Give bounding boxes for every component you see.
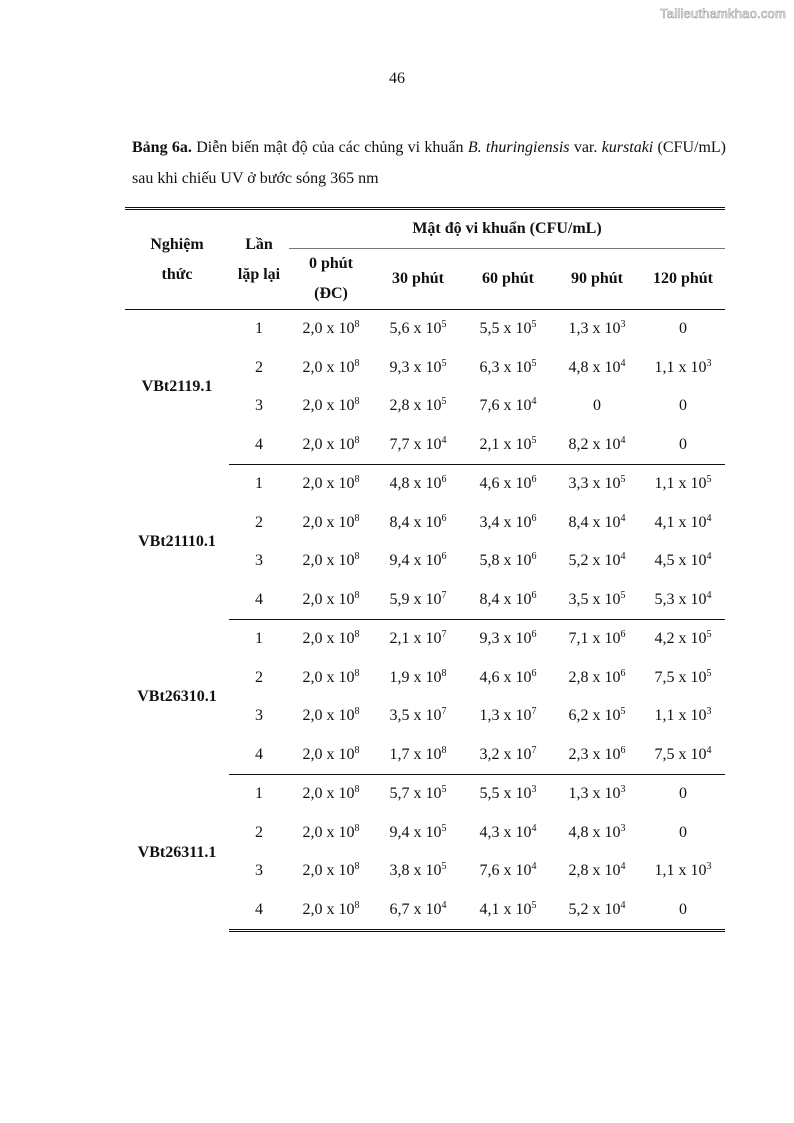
density-value: 8,2 x 10 bbox=[568, 435, 621, 453]
density-cell bbox=[641, 852, 725, 891]
density-cell bbox=[373, 775, 463, 814]
density-exponent: 6 bbox=[531, 629, 537, 641]
density-cell bbox=[289, 775, 373, 814]
page-number: 46 bbox=[389, 70, 405, 87]
density-value: 2,0 x 10 bbox=[302, 590, 355, 608]
density-cell bbox=[553, 775, 641, 814]
replicate-cell: 3 bbox=[255, 552, 263, 570]
density-cell bbox=[641, 349, 725, 388]
density-value: 0 bbox=[679, 785, 687, 803]
density-exponent: 5 bbox=[531, 434, 537, 446]
header-time: 30 phút bbox=[373, 249, 463, 310]
density-exponent: 4 bbox=[620, 899, 626, 911]
density-exponent: 8 bbox=[441, 667, 447, 679]
density-exponent: 5 bbox=[441, 784, 447, 796]
density-exponent: 6 bbox=[441, 474, 447, 486]
header-time: 120 phút bbox=[641, 249, 725, 310]
density-exponent: 3 bbox=[620, 822, 626, 834]
density-exponent: 6 bbox=[620, 629, 626, 641]
replicate-cell: 3 bbox=[255, 862, 263, 880]
density-value: 0 bbox=[679, 900, 687, 918]
density-cell bbox=[373, 465, 463, 504]
density-value: 5,2 x 10 bbox=[568, 552, 621, 570]
density-cell bbox=[289, 310, 373, 349]
density-exponent: 5 bbox=[441, 822, 447, 834]
table-row bbox=[125, 775, 725, 814]
density-exponent: 6 bbox=[531, 512, 537, 524]
density-value: 2,0 x 10 bbox=[302, 513, 355, 531]
density-exponent: 3 bbox=[531, 784, 537, 796]
density-exponent: 6 bbox=[531, 551, 537, 563]
density-cell bbox=[553, 504, 641, 543]
density-exponent: 6 bbox=[620, 667, 626, 679]
density-value: 1,1 x 10 bbox=[654, 475, 707, 493]
header-time: 0 phút (ĐC) bbox=[289, 249, 373, 310]
density-cell bbox=[289, 465, 373, 504]
density-cell bbox=[553, 697, 641, 736]
density-exponent: 4 bbox=[706, 551, 712, 563]
density-cell bbox=[373, 310, 463, 349]
density-cell bbox=[463, 581, 553, 620]
density-exponent: 4 bbox=[620, 512, 626, 524]
density-exponent: 8 bbox=[354, 822, 360, 834]
density-exponent: 8 bbox=[354, 629, 360, 641]
treatment-cell: VBt26310.1 bbox=[137, 688, 217, 705]
density-cell bbox=[373, 852, 463, 891]
density-value: 2,3 x 10 bbox=[568, 745, 621, 763]
density-cell bbox=[463, 542, 553, 581]
density-value: 2,0 x 10 bbox=[302, 435, 355, 453]
density-value: 5,9 x 10 bbox=[389, 590, 442, 608]
density-exponent: 5 bbox=[620, 474, 626, 486]
density-exponent: 8 bbox=[354, 319, 360, 331]
table-caption bbox=[132, 132, 726, 194]
density-cell bbox=[289, 349, 373, 388]
table-row bbox=[125, 310, 725, 349]
table-row bbox=[125, 465, 725, 504]
replicate-cell: 3 bbox=[255, 707, 263, 725]
density-value: 4,8 x 10 bbox=[568, 358, 621, 376]
density-cell bbox=[641, 465, 725, 504]
density-value: 9,3 x 10 bbox=[389, 358, 442, 376]
density-value: 8,4 x 10 bbox=[389, 513, 442, 531]
density-value: 4,2 x 10 bbox=[654, 630, 707, 648]
density-value: 5,8 x 10 bbox=[479, 552, 532, 570]
density-exponent: 5 bbox=[620, 589, 626, 601]
density-value: 7,7 x 10 bbox=[389, 435, 442, 453]
density-value: 2,0 x 10 bbox=[302, 397, 355, 415]
density-value: 3,5 x 10 bbox=[568, 590, 621, 608]
treatment-cell: VBt21110.1 bbox=[138, 533, 216, 550]
density-cell bbox=[289, 387, 373, 426]
density-cell bbox=[641, 620, 725, 659]
replicate-cell: 4 bbox=[229, 736, 289, 775]
density-cell bbox=[289, 426, 373, 465]
density-exponent: 3 bbox=[706, 861, 712, 873]
density-cell bbox=[289, 736, 373, 775]
density-exponent: 6 bbox=[441, 512, 447, 524]
caption-text: Diễn biến mật độ của các chủng vi khuẩn bbox=[191, 139, 468, 156]
header-time: 90 phút bbox=[553, 249, 641, 310]
density-exponent: 5 bbox=[441, 396, 447, 408]
density-value: 7,5 x 10 bbox=[654, 745, 707, 763]
density-value: 4,1 x 10 bbox=[654, 513, 707, 531]
density-exponent: 8 bbox=[354, 861, 360, 873]
density-cell bbox=[641, 426, 725, 465]
density-exponent: 4 bbox=[531, 396, 537, 408]
density-value: 1,3 x 10 bbox=[568, 320, 621, 338]
header-time: 60 phút bbox=[463, 249, 553, 310]
header-density-group: Mật độ vi khuẩn (CFU/mL) bbox=[289, 209, 725, 249]
header-replicate: Lần lặp lại bbox=[229, 209, 289, 310]
density-cell bbox=[373, 349, 463, 388]
density-cell bbox=[373, 504, 463, 543]
density-value: 5,5 x 10 bbox=[479, 320, 532, 338]
density-cell bbox=[373, 542, 463, 581]
density-cell bbox=[373, 659, 463, 698]
density-cell bbox=[289, 581, 373, 620]
density-exponent: 4 bbox=[620, 357, 626, 369]
density-cell bbox=[463, 659, 553, 698]
caption-text: var. bbox=[569, 139, 602, 156]
density-cell bbox=[553, 310, 641, 349]
density-cell bbox=[373, 814, 463, 853]
density-value: 4,8 x 10 bbox=[568, 823, 621, 841]
density-exponent: 5 bbox=[531, 319, 537, 331]
density-cell bbox=[373, 581, 463, 620]
density-value: 2,0 x 10 bbox=[302, 785, 355, 803]
density-exponent: 8 bbox=[354, 667, 360, 679]
density-cell bbox=[463, 387, 553, 426]
density-exponent: 5 bbox=[620, 706, 626, 718]
density-exponent: 8 bbox=[441, 744, 447, 756]
density-cell bbox=[553, 736, 641, 775]
density-exponent: 4 bbox=[531, 822, 537, 834]
density-value: 2,0 x 10 bbox=[302, 552, 355, 570]
replicate-cell: 3 bbox=[255, 397, 263, 415]
density-value: 2,0 x 10 bbox=[302, 745, 355, 763]
density-value: 3,5 x 10 bbox=[389, 707, 442, 725]
density-exponent: 8 bbox=[354, 744, 360, 756]
density-exponent: 4 bbox=[620, 551, 626, 563]
density-exponent: 3 bbox=[620, 319, 626, 331]
density-exponent: 4 bbox=[706, 589, 712, 601]
density-exponent: 4 bbox=[706, 744, 712, 756]
density-value: 3,3 x 10 bbox=[568, 475, 621, 493]
density-cell bbox=[463, 891, 553, 931]
density-exponent: 8 bbox=[354, 396, 360, 408]
density-exponent: 6 bbox=[531, 667, 537, 679]
density-cell bbox=[553, 620, 641, 659]
density-cell bbox=[641, 697, 725, 736]
density-value: 7,1 x 10 bbox=[568, 630, 621, 648]
density-value: 3,8 x 10 bbox=[389, 862, 442, 880]
density-value: 2,0 x 10 bbox=[302, 358, 355, 376]
density-exponent: 8 bbox=[354, 512, 360, 524]
replicate-cell: 2 bbox=[255, 823, 263, 841]
caption-label: Bảng 6a. bbox=[132, 139, 192, 156]
density-value: 2,0 x 10 bbox=[302, 475, 355, 493]
replicate-cell: 1 bbox=[255, 475, 263, 493]
replicate-cell: 1 bbox=[255, 630, 263, 648]
density-exponent: 6 bbox=[620, 744, 626, 756]
density-cell bbox=[289, 542, 373, 581]
density-cell bbox=[641, 310, 725, 349]
density-cell bbox=[553, 891, 641, 931]
density-exponent: 6 bbox=[531, 589, 537, 601]
density-value: 2,1 x 10 bbox=[479, 435, 532, 453]
density-cell bbox=[463, 504, 553, 543]
density-value: 4,1 x 10 bbox=[479, 900, 532, 918]
density-value: 3,4 x 10 bbox=[479, 513, 532, 531]
density-cell bbox=[373, 387, 463, 426]
density-value: 1,1 x 10 bbox=[654, 358, 707, 376]
density-cell bbox=[373, 891, 463, 931]
density-exponent: 4 bbox=[620, 434, 626, 446]
density-exponent: 7 bbox=[441, 706, 447, 718]
density-cell bbox=[463, 775, 553, 814]
density-exponent: 5 bbox=[531, 357, 537, 369]
replicate-cell: 2 bbox=[255, 358, 263, 376]
density-value: 2,1 x 10 bbox=[389, 630, 442, 648]
density-value: 0 bbox=[679, 320, 687, 338]
replicate-cell: 1 bbox=[255, 785, 263, 803]
density-value: 5,7 x 10 bbox=[389, 785, 442, 803]
density-value: 2,0 x 10 bbox=[302, 707, 355, 725]
density-exponent: 6 bbox=[441, 551, 447, 563]
density-value: 5,3 x 10 bbox=[654, 590, 707, 608]
table-header bbox=[125, 209, 725, 310]
density-exponent: 7 bbox=[531, 706, 537, 718]
density-value: 2,0 x 10 bbox=[302, 862, 355, 880]
watermark: Tailieuthamkhao.com bbox=[660, 6, 786, 21]
density-value: 2,0 x 10 bbox=[302, 823, 355, 841]
density-cell bbox=[553, 542, 641, 581]
density-cell bbox=[553, 349, 641, 388]
density-value: 5,6 x 10 bbox=[389, 320, 442, 338]
density-cell bbox=[463, 736, 553, 775]
density-exponent: 8 bbox=[354, 474, 360, 486]
density-value: 4,5 x 10 bbox=[654, 552, 707, 570]
density-value: 1,3 x 10 bbox=[568, 785, 621, 803]
density-value: 6,2 x 10 bbox=[568, 707, 621, 725]
density-value: 6,3 x 10 bbox=[479, 358, 532, 376]
density-value: 7,5 x 10 bbox=[654, 668, 707, 686]
density-cell bbox=[289, 504, 373, 543]
density-cell bbox=[641, 504, 725, 543]
density-cell bbox=[463, 426, 553, 465]
density-value: 1,1 x 10 bbox=[654, 862, 707, 880]
density-cell bbox=[641, 736, 725, 775]
density-exponent: 4 bbox=[441, 434, 447, 446]
density-value: 2,8 x 10 bbox=[568, 862, 621, 880]
density-value: 4,6 x 10 bbox=[479, 475, 532, 493]
density-value: 5,5 x 10 bbox=[479, 785, 532, 803]
header-treatment: Nghiệm thức bbox=[125, 209, 229, 310]
density-value: 2,8 x 10 bbox=[389, 397, 442, 415]
density-exponent: 8 bbox=[354, 589, 360, 601]
density-value: 4,6 x 10 bbox=[479, 668, 532, 686]
density-exponent: 7 bbox=[441, 589, 447, 601]
density-value: 2,0 x 10 bbox=[302, 320, 355, 338]
density-exponent: 3 bbox=[706, 357, 712, 369]
density-cell bbox=[641, 814, 725, 853]
density-value: 0 bbox=[679, 397, 687, 415]
density-cell bbox=[553, 581, 641, 620]
density-exponent: 5 bbox=[531, 899, 537, 911]
density-value: 4,3 x 10 bbox=[479, 823, 532, 841]
treatment-cell: VBt2119.1 bbox=[141, 378, 213, 396]
density-value: 1,9 x 10 bbox=[389, 668, 442, 686]
density-value: 8,4 x 10 bbox=[568, 513, 621, 531]
density-exponent: 8 bbox=[354, 706, 360, 718]
replicate-cell: 2 bbox=[255, 513, 263, 531]
density-value: 1,7 x 10 bbox=[389, 745, 442, 763]
density-cell bbox=[641, 659, 725, 698]
replicate-cell: 4 bbox=[229, 891, 289, 931]
density-cell bbox=[373, 697, 463, 736]
density-exponent: 8 bbox=[354, 551, 360, 563]
density-value: 2,0 x 10 bbox=[302, 668, 355, 686]
density-exponent: 5 bbox=[441, 861, 447, 873]
density-exponent: 3 bbox=[706, 706, 712, 718]
table-body bbox=[125, 310, 725, 931]
density-cell bbox=[641, 775, 725, 814]
density-value: 7,6 x 10 bbox=[479, 397, 532, 415]
caption-text: (CFU/mL) sau khi chiếu UV ở bước sóng 365 nm bbox=[132, 139, 726, 187]
density-value: 9,4 x 10 bbox=[389, 823, 442, 841]
density-exponent: 7 bbox=[531, 744, 537, 756]
density-value: 6,7 x 10 bbox=[389, 900, 442, 918]
density-cell bbox=[641, 891, 725, 931]
density-exponent: 4 bbox=[441, 899, 447, 911]
density-cell bbox=[553, 426, 641, 465]
density-cell bbox=[641, 542, 725, 581]
density-value: 0 bbox=[679, 823, 687, 841]
density-exponent: 7 bbox=[441, 629, 447, 641]
density-cell bbox=[289, 697, 373, 736]
caption-species: B. thuringiensis bbox=[467, 139, 570, 156]
density-value: 0 bbox=[593, 397, 601, 415]
table-row bbox=[125, 620, 725, 659]
density-exponent: 8 bbox=[354, 784, 360, 796]
density-value: 2,0 x 10 bbox=[302, 900, 355, 918]
density-cell bbox=[463, 465, 553, 504]
replicate-cell: 2 bbox=[255, 668, 263, 686]
density-value: 5,2 x 10 bbox=[568, 900, 621, 918]
density-value: 1,3 x 10 bbox=[479, 707, 532, 725]
density-cell bbox=[289, 891, 373, 931]
density-value: 2,0 x 10 bbox=[302, 630, 355, 648]
density-cell bbox=[373, 426, 463, 465]
density-value: 1,1 x 10 bbox=[654, 707, 707, 725]
density-cell bbox=[289, 659, 373, 698]
density-exponent: 5 bbox=[706, 474, 712, 486]
replicate-cell: 4 bbox=[229, 426, 289, 465]
density-cell bbox=[641, 387, 725, 426]
density-cell bbox=[289, 620, 373, 659]
density-value: 3,2 x 10 bbox=[479, 745, 532, 763]
density-exponent: 8 bbox=[354, 357, 360, 369]
density-cell bbox=[289, 814, 373, 853]
density-cell bbox=[463, 620, 553, 659]
density-cell bbox=[373, 736, 463, 775]
density-exponent: 3 bbox=[620, 784, 626, 796]
density-cell bbox=[553, 465, 641, 504]
density-cell bbox=[289, 852, 373, 891]
density-exponent: 4 bbox=[706, 512, 712, 524]
density-exponent: 8 bbox=[354, 899, 360, 911]
density-exponent: 8 bbox=[354, 434, 360, 446]
density-exponent: 4 bbox=[531, 861, 537, 873]
density-cell bbox=[553, 814, 641, 853]
density-exponent: 5 bbox=[706, 629, 712, 641]
density-cell bbox=[463, 852, 553, 891]
density-exponent: 4 bbox=[620, 861, 626, 873]
density-table bbox=[125, 207, 725, 932]
density-cell bbox=[463, 814, 553, 853]
density-exponent: 5 bbox=[441, 357, 447, 369]
density-cell bbox=[553, 852, 641, 891]
replicate-cell: 1 bbox=[255, 320, 263, 338]
density-cell bbox=[463, 310, 553, 349]
density-cell bbox=[553, 659, 641, 698]
treatment-cell: VBt26311.1 bbox=[137, 843, 217, 861]
density-value: 8,4 x 10 bbox=[479, 590, 532, 608]
density-value: 7,6 x 10 bbox=[479, 862, 532, 880]
density-exponent: 5 bbox=[441, 319, 447, 331]
replicate-cell: 4 bbox=[229, 581, 289, 620]
density-value: 9,3 x 10 bbox=[479, 630, 532, 648]
caption-variety: kurstaki bbox=[601, 139, 654, 156]
density-exponent: 5 bbox=[706, 667, 712, 679]
density-value: 9,4 x 10 bbox=[389, 552, 442, 570]
density-cell bbox=[463, 697, 553, 736]
density-cell bbox=[553, 387, 641, 426]
density-cell bbox=[373, 620, 463, 659]
density-value: 0 bbox=[679, 435, 687, 453]
density-cell bbox=[463, 349, 553, 388]
density-value: 2,8 x 10 bbox=[568, 668, 621, 686]
density-value: 4,8 x 10 bbox=[389, 475, 442, 493]
density-exponent: 6 bbox=[531, 474, 537, 486]
density-cell bbox=[641, 581, 725, 620]
